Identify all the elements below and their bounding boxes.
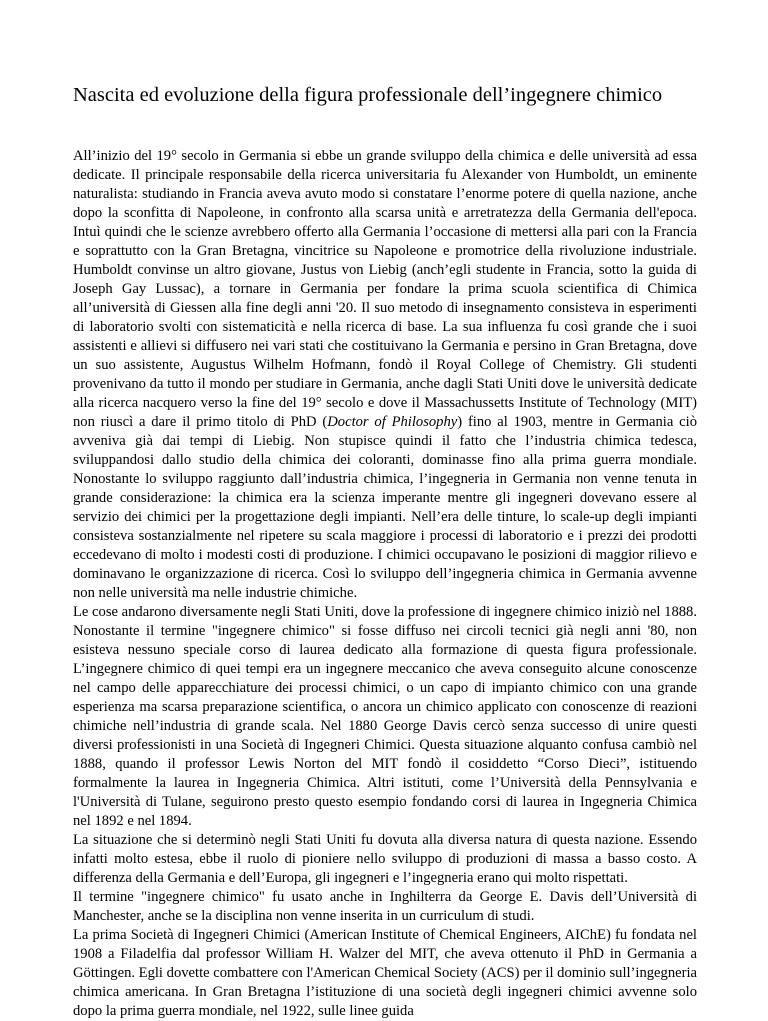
paragraph-us-situation: La situazione che si determinò negli Stati Uniti fu dovuta alla diversa natura di questa nazione. Essendo infatti molto estesa, ebbe il ruolo di pioniere nello sviluppo di produzioni di massa a basso costo. A differenza della Germania e dell’Europa, gli ingegneri e l’ingegneria erano qui molto rispettati. [73, 832, 697, 886]
paragraph-united-states: Le cose andarono diversamente negli Stati Uniti, dove la professione di ingegnere chimico iniziò nel 1888. Nonostante il termine "ingegnere chimico" si fosse diffuso nei circoli tecnici già negli anni '80, non esisteva nessuno speciale corso di laurea dedicato alla formazione di questa figura professionale. L’ingegnere chimico di quei tempi era un ingegnere meccanico che aveva conseguito alcune conoscenze nel campo delle apparecchiature dei processi chimici, o un capo di impianto chimico con una grande esperienza ma scarsa preparazione scientifica, o ancora un chimico applicato con conoscenze di reazioni chimiche nell’industria di grande scala. Nel 1880 George Davis cercò senza successo di unire questi diversi professionisti in una Società di Ingegneri Chimici. Questa situazione alquanto confusa cambiò nel 1888, quando il professor Lewis Norton del MIT fondò il cosiddetto “Corso Dieci”, istituendo formalmente la laurea in Ingegneria Chimica. Altri istituti, come l’Università della Pennsylvania e l'Università di Tulane, seguirono presto questo esempio fondando corsi di laurea in Ingegneria Chimica nel 1892 e nel 1894. [73, 604, 697, 829]
document-body [73, 147, 697, 1021]
paragraph-germany-part1: All’inizio del 19° secolo in Germania si ebbe un grande sviluppo della chimica e delle università ad essa dedicate. Il principale responsabile della ricerca universitaria fu Alexander von Humboldt, un eminente naturalista: studiando in Francia aveva avuto modo si constatare l’enorme potere di quella nazione, anche dopo la sconfitta di Napoleone, in confronto alla scarsa unità e arretratezza della Germania dell'epoca. Intuì quindi che le scienze avrebbero offerto alla Germania l’occasione di mettersi alla pari con la Francia e soprattutto con la Gran Bretagna, vincitrice su Napoleone e promotrice della rivoluzione industriale. Humboldt convinse un altro giovane, Justus von Liebig (anch’egli studente in Francia, sotto la guida di Joseph Gay Lussac), a tornare in Germania per fondare la prima scuola scientifica di Chimica all’università di Giessen alla fine degli anni '20. Il suo metodo di insegnamento consisteva in esperimenti di laboratorio svolti con sistematicità e nella ricerca di base. La sua influenza fu così grande che i suoi assistenti e allievi si diffusero nei vari stati che costituivano la Germania e persino in Gran Bretagna, dove un suo assistente, Augustus Wilhelm Hofmann, fondò il Royal College of Chemistry. Gli studenti provenivano da tutto il mondo per studiare in Germania, anche dagli Stati Uniti dove le università dedicate alla ricerca nacquero verso la fine del 19° secolo e dove il Massachussetts Institute of Technology (MIT) non riuscì a dare il primo titolo di PhD ( [73, 148, 697, 430]
paragraph-germany [73, 147, 697, 603]
document-title: Nascita ed evoluzione della figura professionale dell’ingegnere chimico [73, 84, 663, 106]
paragraph-germany-part2: ) fino al 1903, mentre in Germania ciò avveniva già dai tempi di Liebig. Non stupisce quindi il fatto che l’industria chimica tedesca, sviluppandosi dallo studio della chimica dei coloranti, dominasse fino alla prima guerra mondiale. Nonostante lo sviluppo raggiunto dall’industria chimica, l’ingegneria in Germania non venne tenuta in grande considerazione: la chimica era la scienza imperante mentre gli ingegneri dovevano essere al servizio dei chimici per la progettazione degli impianti. Nell’era delle tinture, lo scale-up degli impianti consisteva sostanzialmente nel ripetere su scala maggiore i processi di laboratorio e i prezzi dei prodotti eccedevano di molto i modesti costi di produzione. I chimici occupavano le posizioni di maggior rilievo e dominavano le organizzazione di ricerca. Così lo sviluppo dell’ingegneria chimica in Germania avvenne non nelle università ma nelle industrie chimiche. [73, 414, 697, 601]
paragraph-germany-italic: Doctor of Philosophy [327, 414, 458, 430]
paragraph-aiche: La prima Società di Ingegneri Chimici (American Institute of Chemical Engineers, AIChE) fu fondata nel 1908 a Filadelfia dal professor William H. Walzer del MIT, che aveva ottenuto il PhD in Germania a Göttingen. Egli dovette combattere con l'American Chemical Society (ACS) per il dominio sull’ingegneria chimica americana. In Gran Bretagna l’istituzione di una società degli ingegneri chimici avvenne solo dopo la prima guerra mondiale, nel 1922, sulle linee guida [73, 927, 697, 1019]
paragraph-england: Il termine "ingegnere chimico" fu usato anche in Inghilterra da George E. Davis dell’Università di Manchester, anche se la disciplina non venne inserita in un curriculum di studi. [73, 889, 697, 924]
